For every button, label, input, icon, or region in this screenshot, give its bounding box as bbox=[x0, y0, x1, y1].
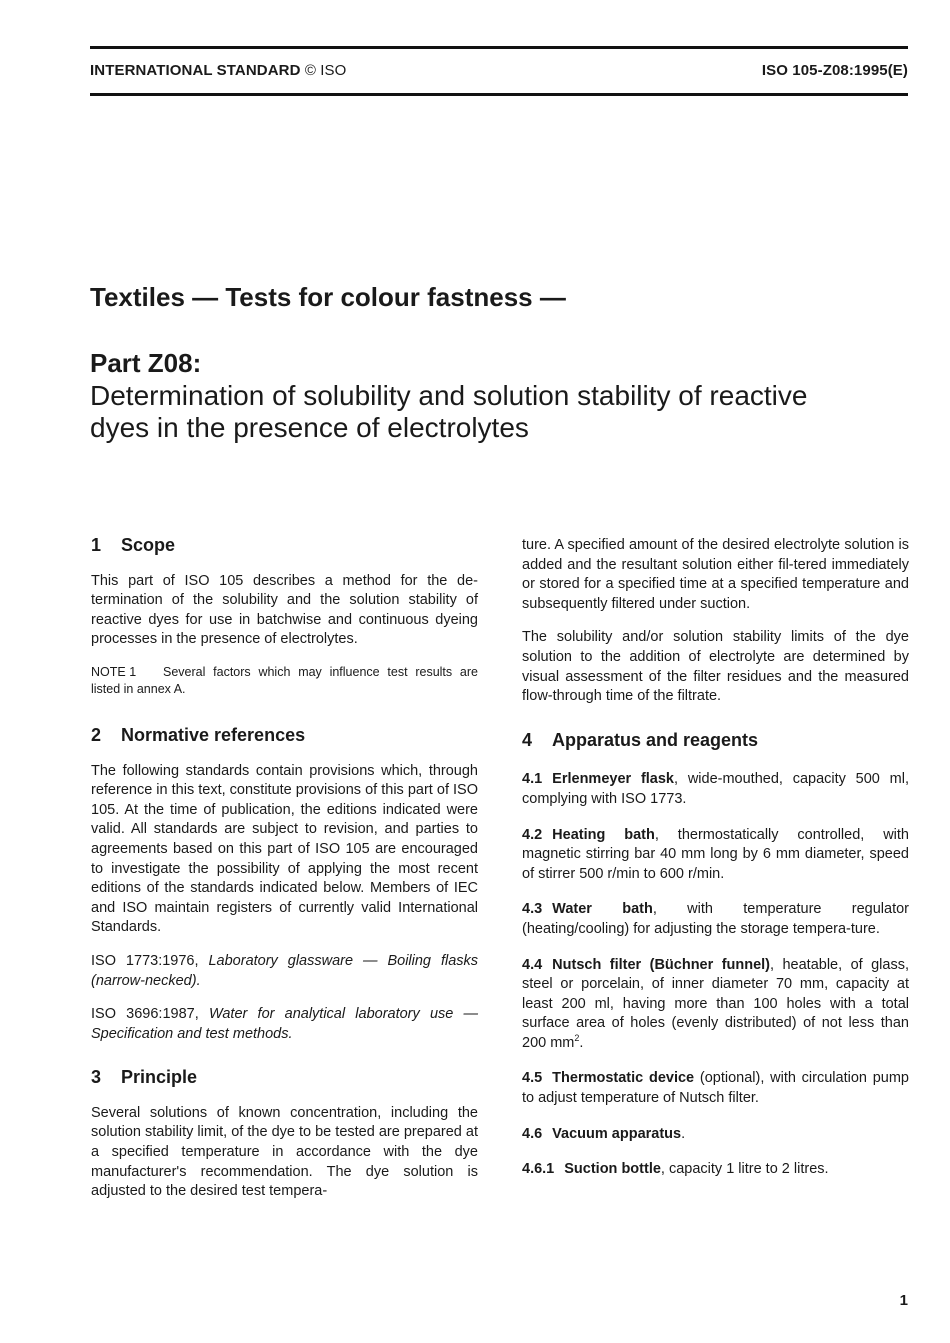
note-text: Several factors which may influence test results are listed in annex A. bbox=[91, 664, 478, 696]
apparatus-item-nutsch-filter bbox=[522, 956, 909, 1054]
item-text: . bbox=[681, 1125, 686, 1142]
item-number: 4.4 bbox=[522, 956, 543, 973]
item-title: Heating bath bbox=[552, 826, 655, 843]
item-number: 4.2 bbox=[522, 826, 543, 843]
header-top-rule bbox=[90, 46, 908, 49]
item-text: , capacity 1 litre to 2 litres. bbox=[660, 1161, 829, 1178]
item-superscript: 2 bbox=[574, 1033, 580, 1044]
section-title: Normative references bbox=[121, 724, 306, 745]
item-number: 4.1 bbox=[522, 771, 543, 788]
header-bottom-rule bbox=[90, 93, 908, 96]
scope-paragraph: This part of ISO 105 describes a method for the de-termination of the solubility and the solution stability of reactive dyes for use in batchwise and continuous dyeing processes in the presence of electrolytes. bbox=[91, 572, 478, 648]
section-title: Scope bbox=[121, 535, 176, 555]
section-title: Apparatus and reagents bbox=[552, 729, 759, 750]
apparatus-item-suction-bottle bbox=[522, 1160, 909, 1180]
header-standard-label bbox=[90, 62, 346, 79]
document-title: Textiles — Tests for colour fastness — bbox=[90, 282, 566, 312]
section-heading-apparatus bbox=[522, 731, 909, 751]
reference-title: Laboratory glassware — Boiling flasks (narrow-necked). bbox=[91, 952, 479, 989]
item-number: 4.6 bbox=[522, 1125, 543, 1142]
reference-code: ISO 1773:1976, bbox=[91, 952, 199, 969]
principle-paragraph-continued: ture. A specified amount of the desired electrolyte solution is added and the resultant solution either fil-tered immediately or stored for a specified time at a specified temperature and subsequently filtered under suction. bbox=[522, 537, 909, 612]
document-subtitle bbox=[90, 380, 880, 444]
item-text: , wide-mouthed, capacity 500 ml, complying with ISO 1773. bbox=[522, 771, 909, 807]
apparatus-item-vacuum-apparatus bbox=[522, 1125, 909, 1145]
part-label: Part Z08: bbox=[90, 348, 202, 378]
right-column bbox=[522, 536, 909, 1196]
item-text: , heatable, of glass, steel or porcelain, of inner diameter 70 mm, capacity at least 200 ml, having more than 100 holes with a total surface area of holes (evenly distributed) of not less than 200 mm bbox=[522, 956, 909, 1051]
subtitle-line-2: dyes in the presence of electrolytes bbox=[90, 412, 529, 443]
principle-paragraph-start: Several solutions of known concentration, including the solution stability limit, of the dye to be tested are prepared at a specified temperature in accordance with the dye manufacturer's recommendation. The dye solution is adjusted to the desired test tempera- bbox=[91, 1104, 478, 1200]
scope-note bbox=[91, 664, 478, 698]
item-number: 4.5 bbox=[522, 1070, 543, 1087]
item-title: Nutsch filter (Büchner funnel) bbox=[552, 956, 771, 973]
item-number: 4.6.1 bbox=[522, 1161, 555, 1178]
apparatus-item-thermostatic-device bbox=[522, 1069, 909, 1108]
reference-iso-3696 bbox=[91, 1005, 478, 1044]
item-title: Vacuum apparatus bbox=[552, 1125, 682, 1142]
apparatus-item-heating-bath bbox=[522, 826, 909, 885]
item-title: Erlenmeyer flask bbox=[552, 771, 674, 788]
header-standard-type: INTERNATIONAL STANDARD bbox=[90, 62, 301, 79]
apparatus-item-water-bath bbox=[522, 900, 909, 939]
header-copyright: © ISO bbox=[304, 62, 347, 79]
item-text: , thermostatically controlled, with magnetic stirring bar 40 mm long by 6 mm diameter, speed of stirrer 500 r/min to 600 r/min. bbox=[522, 826, 910, 882]
section-heading-scope bbox=[91, 536, 478, 556]
item-text-tail: . bbox=[579, 1034, 584, 1051]
section-number: 4 bbox=[522, 729, 533, 750]
reference-title: Water for analytical laboratory use — Specification and test methods. bbox=[91, 1006, 479, 1042]
left-column bbox=[91, 536, 478, 1216]
item-text: , with temperature regulator (heating/cooling) for adjusting the storage tempera-ture. bbox=[522, 901, 909, 937]
principle-paragraph-2: The solubility and/or solution stability limits of the dye solution to the addition of electrolyte are determined by visual assessment of the filter residues and the measured flow-through time of the filtrate. bbox=[522, 629, 909, 705]
section-number: 2 bbox=[91, 724, 102, 745]
section-heading-normative-references bbox=[91, 726, 478, 746]
page-number: 1 bbox=[899, 1292, 908, 1309]
item-text: (optional), with circulation pump to adjust temperature of Nutsch filter. bbox=[522, 1070, 909, 1107]
item-number: 4.3 bbox=[522, 901, 543, 918]
section-title: Principle bbox=[121, 1067, 198, 1088]
note-label: NOTE 1 bbox=[91, 664, 137, 679]
section-number: 3 bbox=[91, 1067, 102, 1088]
reference-code: ISO 3696:1987, bbox=[91, 1006, 199, 1023]
item-title: Water bath bbox=[552, 901, 653, 918]
header-document-id: ISO 105-Z08:1995(E) bbox=[761, 62, 908, 79]
section-heading-principle bbox=[91, 1068, 478, 1088]
item-title: Thermostatic device bbox=[552, 1070, 695, 1087]
item-title: Suction bottle bbox=[564, 1161, 661, 1178]
apparatus-item-erlenmeyer-flask bbox=[522, 770, 909, 809]
section-number: 1 bbox=[91, 535, 102, 555]
reference-iso-1773 bbox=[91, 952, 478, 991]
subtitle-line-1: Determination of solubility and solution stability of reactive bbox=[90, 380, 808, 411]
normative-paragraph: The following standards contain provisions which, through reference in this text, constitute provisions of this part of ISO 105. At the time of publication, the editions indicated were valid. All standards are subject to revision, and parties to agreements based on this part of ISO 105 are encouraged to investigate the possibility of applying the most recent editions of the standards indicated below. Members of IEC and ISO maintain registers of currently valid International Standards. bbox=[91, 762, 478, 936]
